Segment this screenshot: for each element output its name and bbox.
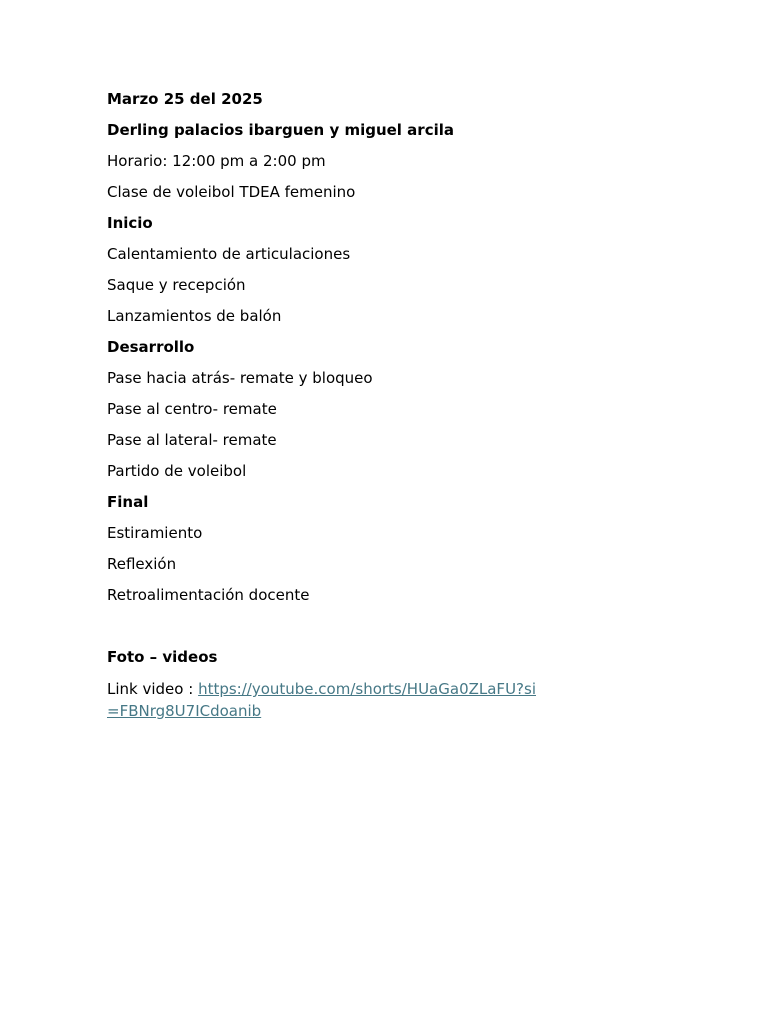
section-item: Retroalimentación docente	[107, 586, 310, 604]
section-item: Pase al centro- remate	[107, 400, 277, 418]
section-heading-inicio: Inicio	[107, 214, 153, 232]
section-item: Lanzamientos de balón	[107, 307, 282, 325]
document-date: Marzo 25 del 2025	[107, 90, 263, 108]
section-heading-desarrollo: Desarrollo	[107, 338, 195, 356]
media-heading: Foto – videos	[107, 648, 218, 666]
section-heading-final: Final	[107, 493, 149, 511]
link-label: Link video :	[107, 680, 199, 698]
section-item: Pase hacia atrás- remate y bloqueo	[107, 369, 373, 387]
section-item: Partido de voleibol	[107, 462, 247, 480]
document-authors: Derling palacios ibarguen y miguel arcila	[107, 121, 454, 139]
blank-line	[107, 616, 667, 647]
video-link[interactable]: https://youtube.com/shorts/HUaGa0ZLaFU?si=FBNrg8U7ICdoanib	[107, 680, 536, 720]
section-item: Reflexión	[107, 555, 177, 573]
section-item: Estiramiento	[107, 524, 203, 542]
document-class-name: Clase de voleibol TDEA femenino	[107, 183, 356, 201]
document-page	[107, 89, 667, 722]
video-link-line	[107, 678, 547, 722]
section-item: Pase al lateral- remate	[107, 431, 277, 449]
document-schedule: Horario: 12:00 pm a 2:00 pm	[107, 152, 326, 170]
section-item: Saque y recepción	[107, 276, 246, 294]
section-item: Calentamiento de articulaciones	[107, 245, 351, 263]
